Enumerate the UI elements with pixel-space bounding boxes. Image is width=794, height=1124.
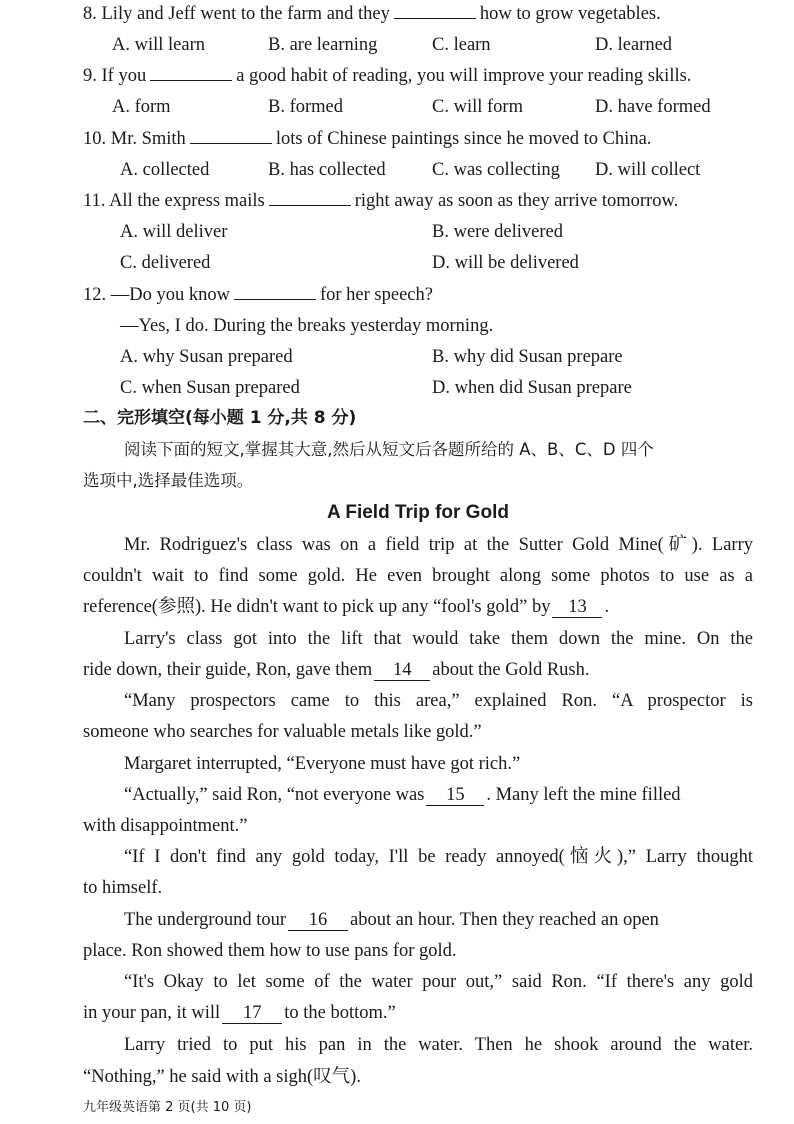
- passage-text: to the bottom.”: [284, 1003, 396, 1023]
- passage-line: “Nothing,” he said with a sigh(叹气).: [83, 1067, 361, 1087]
- option-c: C. learn: [432, 35, 491, 55]
- passage-title: A Field Trip for Gold: [327, 502, 509, 523]
- option-d: D. when did Susan prepare: [432, 378, 632, 398]
- answer-blank: [394, 2, 476, 19]
- passage-line: Margaret interrupted, “Everyone must have got rich.”: [124, 754, 521, 774]
- option-d: D. will collect: [595, 160, 701, 180]
- question-stem-post: for her speech?: [319, 285, 433, 305]
- cloze-blank-15: 15: [426, 785, 484, 806]
- passage-line: [83, 908, 753, 932]
- option-b: B. why did Susan prepare: [432, 347, 623, 367]
- option-c: C. was collecting: [432, 160, 560, 180]
- passage-line: [83, 783, 753, 807]
- question-stem-pre: Mr. Smith: [110, 129, 186, 149]
- passage-line: Larry tried to put his pan in the water. Then he shook around the water.: [124, 1035, 753, 1055]
- question-stem-pre: Lily and Jeff went to the farm and they: [101, 4, 390, 24]
- passage-text: “Actually,” said Ron, “not everyone was: [124, 785, 425, 805]
- option-b: B. formed: [268, 97, 344, 117]
- passage-text: .: [604, 597, 610, 617]
- passage-line: couldn't wait to find some gold. He even brought along some photos to use as a: [83, 566, 753, 586]
- passage-line: place. Ron showed them how to use pans for gold.: [83, 941, 457, 961]
- passage-text: . Many left the mine filled: [486, 785, 681, 805]
- question-10: [83, 127, 794, 151]
- passage-text: in your pan, it will: [83, 1003, 221, 1023]
- option-c: C. will form: [432, 97, 523, 117]
- passage-line: “If I don't find any gold today, I'll be ready annoyed(恼火),” Larry thought: [124, 847, 753, 867]
- passage-line: [83, 1001, 753, 1025]
- section-instruction-line2: 选项中,选择最佳选项。: [83, 471, 254, 490]
- passage-text: about an hour. Then they reached an open: [350, 910, 659, 930]
- cloze-blank-17: 17: [222, 1003, 282, 1024]
- passage-line: Larry's class got into the lift that would take them down the mine. On the: [124, 629, 753, 649]
- passage-line: “It's Okay to let some of the water pour out,” said Ron. “If there's any gold: [124, 972, 753, 992]
- passage-line: [83, 595, 753, 619]
- answer-blank: [234, 283, 316, 300]
- question-8: [83, 2, 794, 26]
- option-b: B. are learning: [268, 35, 378, 55]
- question-number: 9.: [83, 66, 97, 86]
- option-b: B. were delivered: [432, 222, 563, 242]
- question-number: 8.: [83, 4, 97, 24]
- question-stem-post: a good habit of reading, you will improve your reading skills.: [236, 66, 692, 86]
- question-12-response: —Yes, I do. During the breaks yesterday morning.: [120, 316, 494, 336]
- question-11: [83, 189, 794, 213]
- question-stem-post: right away as soon as they arrive tomorrow.: [354, 191, 679, 211]
- question-number: 11.: [83, 191, 106, 211]
- page-footer: 九年级英语第 2 页(共 10 页): [83, 1100, 252, 1115]
- option-d: D. have formed: [595, 97, 711, 117]
- question-stem-post: lots of Chinese paintings since he moved to China.: [275, 129, 652, 149]
- passage-text: ride down, their guide, Ron, gave them: [83, 660, 373, 680]
- question-stem-post: how to grow vegetables.: [479, 4, 661, 24]
- passage-text: The underground tour: [124, 910, 287, 930]
- question-number: 12.: [83, 285, 107, 305]
- question-9: [83, 64, 794, 88]
- passage-line: to himself.: [83, 878, 163, 898]
- option-c: C. delivered: [120, 253, 211, 273]
- option-c: C. when Susan prepared: [120, 378, 300, 398]
- option-a: A. will learn: [112, 35, 205, 55]
- question-12: [83, 283, 794, 307]
- option-d: D. will be delivered: [432, 253, 579, 273]
- option-a: A. form: [112, 97, 171, 117]
- passage-line: Mr. Rodriguez's class was on a field trip at the Sutter Gold Mine(矿). Larry: [124, 535, 753, 555]
- question-stem-pre: —Do you know: [110, 285, 230, 305]
- option-a: A. why Susan prepared: [120, 347, 293, 367]
- answer-blank: [190, 127, 272, 144]
- cloze-blank-14: 14: [374, 660, 430, 681]
- passage-line: with disappointment.”: [83, 816, 248, 836]
- passage-line: someone who searches for valuable metals like gold.”: [83, 722, 482, 742]
- option-a: A. collected: [120, 160, 210, 180]
- answer-blank: [150, 64, 232, 81]
- passage-line: [83, 658, 753, 682]
- passage-text: about the Gold Rush.: [432, 660, 590, 680]
- answer-blank: [269, 189, 351, 206]
- question-stem-pre: All the express mails: [109, 191, 265, 211]
- section-heading: 二、完形填空(每小题 1 分,共 8 分): [83, 408, 357, 428]
- section-instruction-line1: 阅读下面的短文,掌握其大意,然后从短文后各题所给的 A、B、C、D 四个: [124, 440, 654, 459]
- option-b: B. has collected: [268, 160, 386, 180]
- question-number: 10.: [83, 129, 107, 149]
- passage-text: reference(参照). He didn't want to pick up any “fool's gold” by: [83, 597, 551, 617]
- cloze-blank-16: 16: [288, 910, 348, 931]
- option-d: D. learned: [595, 35, 673, 55]
- cloze-blank-13: 13: [552, 597, 602, 618]
- question-stem-pre: If you: [101, 66, 147, 86]
- passage-line: “Many prospectors came to this area,” explained Ron. “A prospector is: [124, 691, 753, 711]
- option-a: A. will deliver: [120, 222, 228, 242]
